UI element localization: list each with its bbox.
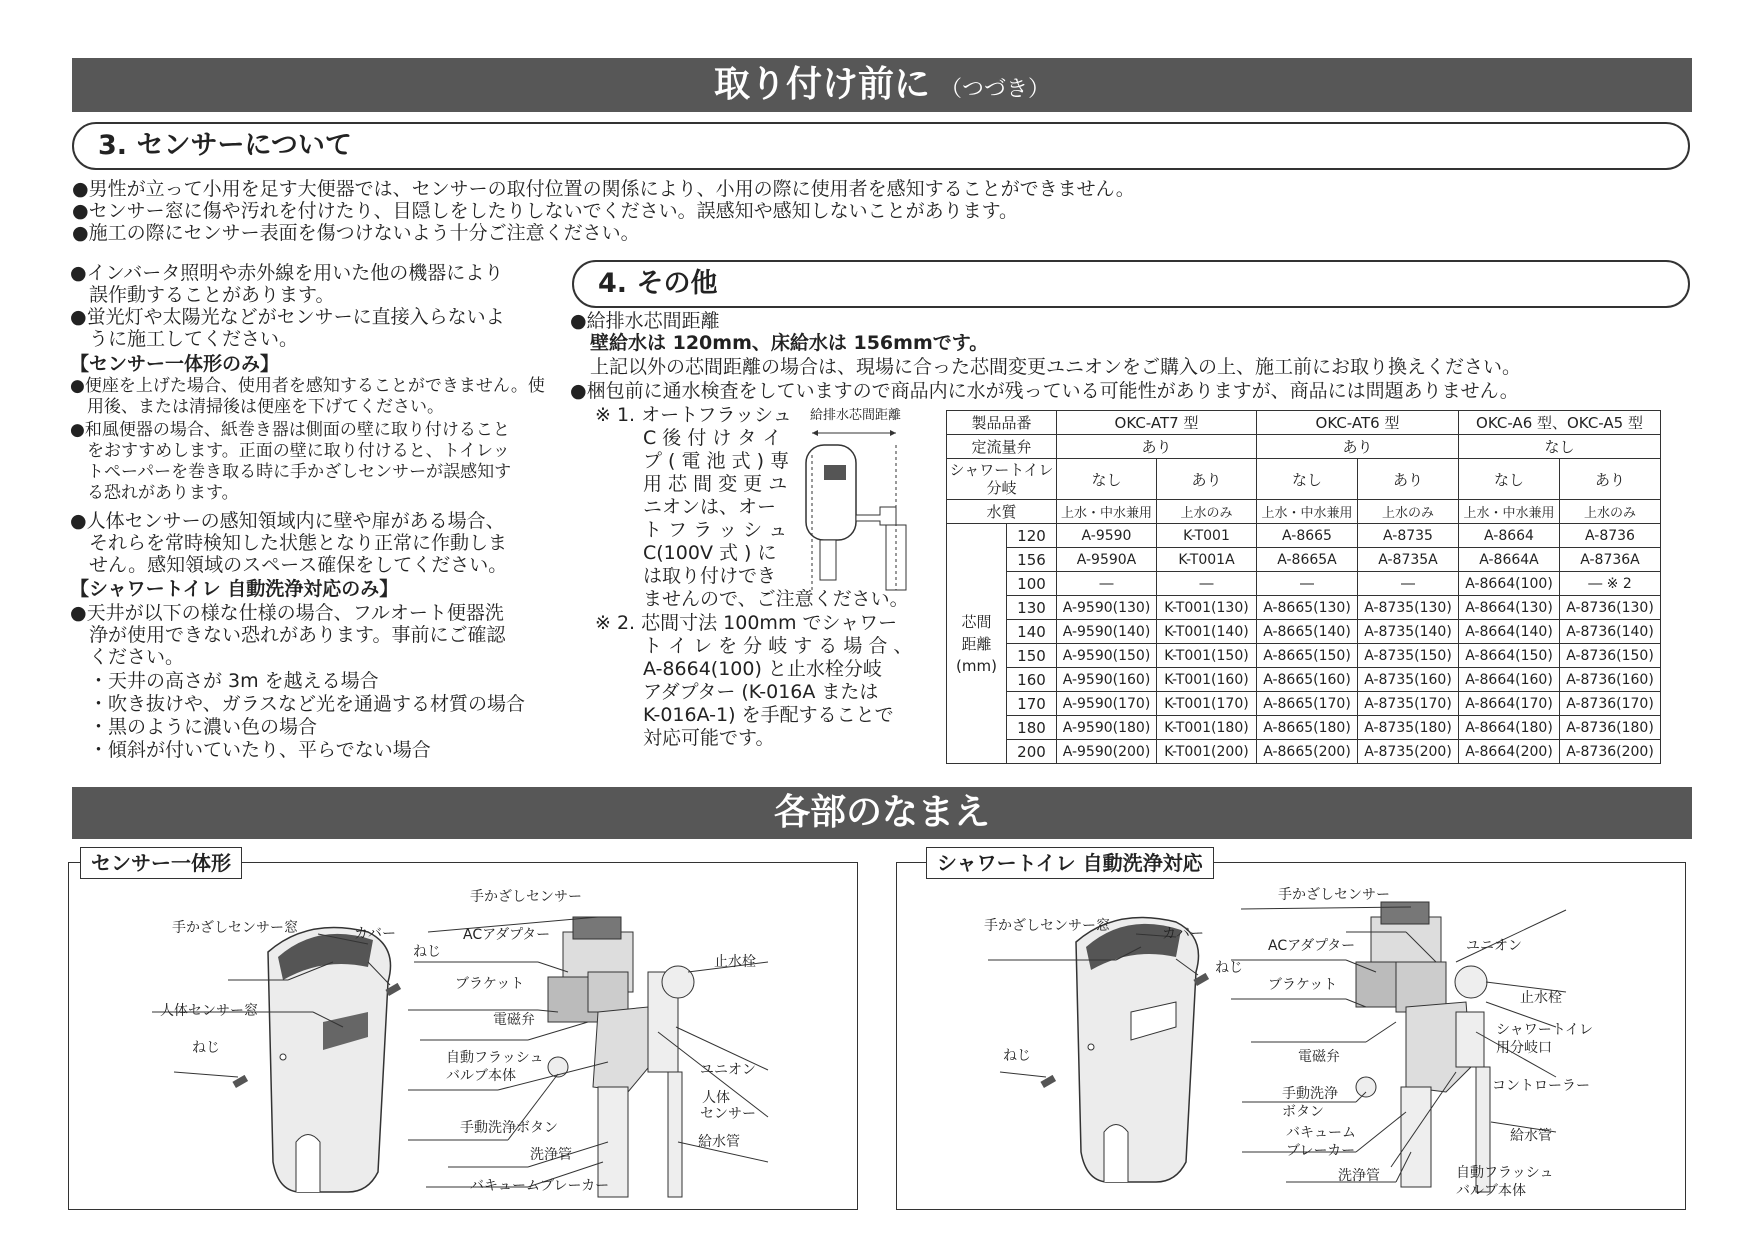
table-cell: A-8735A xyxy=(1358,548,1459,572)
section3-title: 3. センサーについて xyxy=(98,130,352,161)
note-line: ませんので、ご注意ください。 xyxy=(643,588,909,610)
left-line: ●インバータ照明や赤外線を用いた他の機器により xyxy=(70,262,504,284)
label-vacuum-breaker: バキューム xyxy=(1286,1125,1356,1141)
table-cell: 上水・中水兼用 xyxy=(1459,500,1560,524)
table-cell: A-8664(160) xyxy=(1459,668,1560,692)
note-line: 対応可能です。 xyxy=(643,727,775,749)
table-cell: ― ※ 2 xyxy=(1560,572,1661,596)
table-cell: ― xyxy=(1157,572,1257,596)
table-cell: A-8735 xyxy=(1358,524,1459,548)
table-cell: ― xyxy=(1358,572,1459,596)
left-line: せん。感知領域のスペース確保をしてください。 xyxy=(70,554,508,576)
table-cell: あり xyxy=(1057,435,1257,459)
label-manual-button: 手動洗浄ボタン xyxy=(460,1120,558,1136)
left-line: ・吹き抜けや、ガラスなど光を通過する材質の場合 xyxy=(70,693,526,715)
panel-left-title: センサー一体形 xyxy=(80,847,242,879)
label-stop-valve: 止水栓 xyxy=(1520,990,1562,1006)
label-union: ユニオン xyxy=(700,1062,756,1078)
table-cell: A-8664 xyxy=(1459,524,1560,548)
label-flush-pipe: 洗浄管 xyxy=(1338,1168,1380,1184)
label-flush-valve: 自動フラッシュ xyxy=(1456,1165,1554,1181)
label-human-sensor: 人体 xyxy=(702,1090,730,1106)
page-title-suffix: （つづき） xyxy=(940,77,1051,102)
note-line: ト フ ラ ッ シ ュ xyxy=(643,519,788,541)
label-sensor-window: 手かざしセンサー窓 xyxy=(172,920,298,936)
label-controller: コントローラー xyxy=(1492,1078,1590,1094)
label-ac-adapter: ACアダプター xyxy=(1268,938,1356,954)
table-cell: A-9590(200) xyxy=(1057,740,1157,764)
branch-label-2: 分岐 xyxy=(986,479,1017,497)
section4-line: ●給排水芯間距離 xyxy=(570,310,720,332)
distance-value: 120 xyxy=(1007,524,1057,548)
distance-header-label: 距離 xyxy=(961,634,992,653)
label-flush-pipe: 洗浄管 xyxy=(530,1147,572,1163)
table-header: 定流量弁 xyxy=(947,435,1057,459)
table-cell: K-T001 xyxy=(1157,524,1257,548)
label-solenoid-valve: 電磁弁 xyxy=(1298,1049,1340,1065)
table-cell: A-8665(130) xyxy=(1257,596,1358,620)
table-cell: A-8664(100) xyxy=(1459,572,1560,596)
diagram-label: 給排水芯間距離 xyxy=(810,408,902,423)
label-supply-pipe: 給水管 xyxy=(1510,1128,1552,1144)
section4-line: ●梱包前に通水検査をしていますので商品内に水が残っている可能性がありますが、商品には問題ありません。 xyxy=(570,380,1519,402)
table-cell: A-8665(200) xyxy=(1257,740,1358,764)
table-cell: なし xyxy=(1057,459,1157,500)
table-cell: A-9590(140) xyxy=(1057,620,1157,644)
table-header: OKC-A6 型、OKC-A5 型 xyxy=(1459,411,1661,435)
label-hand-sensor: 手かざしセンサー xyxy=(1278,887,1390,903)
table-cell: K-T001(170) xyxy=(1157,692,1257,716)
table-row xyxy=(947,644,1661,668)
label-solenoid-valve: 電磁弁 xyxy=(493,1012,535,1028)
distance-value: 100 xyxy=(1007,572,1057,596)
note-line: C(100V 式 ) に xyxy=(643,542,777,564)
distance-value: 150 xyxy=(1007,644,1057,668)
table-row xyxy=(947,524,1661,548)
left-subheading: 【シャワートイレ 自動洗浄対応のみ】 xyxy=(70,578,399,600)
table-body xyxy=(947,524,1661,764)
label-screw: ねじ xyxy=(413,944,441,960)
note-line: K-016A-1) を手配することで xyxy=(643,704,894,726)
table-row xyxy=(947,692,1661,716)
panel-right-title: シャワートイレ 自動洗浄対応 xyxy=(926,847,1214,879)
section4-header xyxy=(572,260,1690,308)
page-title-banner xyxy=(72,58,1692,112)
table-cell: A-8664A xyxy=(1459,548,1560,572)
table-cell: A-9590(170) xyxy=(1057,692,1157,716)
parts-title-banner xyxy=(72,787,1692,839)
distance-value: 156 xyxy=(1007,548,1057,572)
table-cell: K-T001A xyxy=(1157,548,1257,572)
note-line: ※ 2. 芯間寸法 100mm でシャワー xyxy=(595,612,898,634)
table-cell: なし xyxy=(1459,459,1560,500)
parts-title: 各部のなまえ xyxy=(773,792,990,833)
label-cover: カバー xyxy=(354,926,396,942)
table-cell: A-8736(160) xyxy=(1560,668,1661,692)
left-line: ●便座を上げた場合、使用者を感知することができません。使 xyxy=(70,376,545,396)
left-line: ●人体センサーの感知領域内に壁や扉がある場合、 xyxy=(70,510,505,532)
table-cell: 上水のみ xyxy=(1157,500,1257,524)
table-cell: A-8735(150) xyxy=(1358,644,1459,668)
label-bracket: ブラケット xyxy=(455,976,525,992)
label-hand-sensor: 手かざしセンサー xyxy=(470,889,582,905)
table-header xyxy=(947,459,1057,500)
label-flush-valve: 自動フラッシュ xyxy=(446,1050,544,1066)
table-cell: A-8665 xyxy=(1257,524,1358,548)
section4-line: 壁給水は 120mm、床給水は 156mmです。 xyxy=(590,332,989,354)
table-cell: ― xyxy=(1257,572,1358,596)
table-row xyxy=(947,620,1661,644)
table-cell: K-T001(150) xyxy=(1157,644,1257,668)
label-branch: 用分岐口 xyxy=(1496,1040,1552,1056)
table-cell: A-8735(140) xyxy=(1358,620,1459,644)
label-manual-button: 手動洗浄 xyxy=(1282,1086,1338,1102)
note-line: C 後 付 け タ イ xyxy=(643,427,782,449)
distance-value: 170 xyxy=(1007,692,1057,716)
left-line: る恐れがあります。 xyxy=(70,483,239,503)
table-row xyxy=(947,716,1661,740)
panel-left-illustration xyxy=(68,862,856,1208)
table-cell: A-8664(200) xyxy=(1459,740,1560,764)
label-vacuum-breaker: ブレーカー xyxy=(1286,1143,1356,1159)
distance-value: 140 xyxy=(1007,620,1057,644)
table-cell: 上水のみ xyxy=(1560,500,1661,524)
table-cell: K-T001(130) xyxy=(1157,596,1257,620)
table-cell: A-8735(130) xyxy=(1358,596,1459,620)
table-row xyxy=(947,572,1661,596)
note-line: は取り付けでき xyxy=(643,565,777,587)
left-line: 浄が使用できない恐れがあります。事前にご確認 xyxy=(70,624,506,646)
table-cell: A-8736(130) xyxy=(1560,596,1661,620)
label-human-sensor: センサー xyxy=(700,1106,756,1122)
label-screw: ねじ xyxy=(192,1040,220,1056)
table-cell: A-8664(170) xyxy=(1459,692,1560,716)
table-cell: なし xyxy=(1459,435,1661,459)
table-cell: A-8736A xyxy=(1560,548,1661,572)
note-line: ニオンは、オー xyxy=(643,496,777,518)
distance-value: 160 xyxy=(1007,668,1057,692)
label-screw: ねじ xyxy=(1003,1048,1031,1064)
table-cell: A-9590(180) xyxy=(1057,716,1157,740)
table-cell: A-8736(200) xyxy=(1560,740,1661,764)
page-title: 取り付け前に xyxy=(713,64,930,105)
table-row xyxy=(947,596,1661,620)
left-line: うに施工してください。 xyxy=(70,328,299,350)
left-line: ・天井の高さが 3m を越える場合 xyxy=(70,670,379,692)
distance-header xyxy=(947,524,1007,764)
note-line: アダプター (K-016A または xyxy=(643,681,879,703)
label-branch: シャワートイレ xyxy=(1496,1022,1594,1038)
table-cell: A-8665(150) xyxy=(1257,644,1358,668)
left-line: ください。 xyxy=(70,646,185,668)
table-cell: A-8664(150) xyxy=(1459,644,1560,668)
note-line: ※ 1. オートフラッシュ xyxy=(595,404,792,426)
table-cell: A-8736 xyxy=(1560,524,1661,548)
distance-header-label: 芯間 xyxy=(961,612,992,631)
label-screw: ねじ xyxy=(1215,960,1243,976)
table-cell: A-8664(130) xyxy=(1459,596,1560,620)
section3-header xyxy=(72,122,1690,170)
spec-table xyxy=(946,410,1661,764)
left-line: ●和風便器の場合、紙巻き器は側面の壁に取り付けること xyxy=(70,420,510,440)
table-cell: A-9590(160) xyxy=(1057,668,1157,692)
label-flush-valve: バルブ本体 xyxy=(1456,1183,1526,1199)
distance-value: 180 xyxy=(1007,716,1057,740)
table-cell: A-8665(180) xyxy=(1257,716,1358,740)
table-cell: A-8736(180) xyxy=(1560,716,1661,740)
table-cell: A-8664(180) xyxy=(1459,716,1560,740)
table-cell: A-8664(140) xyxy=(1459,620,1560,644)
table-cell: A-8735(160) xyxy=(1358,668,1459,692)
section3-bullet: ●センサー窓に傷や汚れを付けたり、目隠しをしたりしないでください。誤感知や感知しないことがあります。 xyxy=(72,200,1019,222)
left-line: ・黒のように濃い色の場合 xyxy=(70,716,318,738)
label-vacuum-breaker: バキュームブレーカー xyxy=(470,1178,610,1194)
table-cell: あり xyxy=(1358,459,1459,500)
table-cell: A-8665(140) xyxy=(1257,620,1358,644)
left-line: 誤作動することがあります。 xyxy=(70,284,335,306)
table-row xyxy=(947,548,1661,572)
table-cell: A-9590A xyxy=(1057,548,1157,572)
distance-header-label: (mm) xyxy=(956,656,997,675)
label-body-sensor-window: 人体センサー窓 xyxy=(160,1003,258,1019)
table-cell: A-8665(170) xyxy=(1257,692,1358,716)
table-cell: あり xyxy=(1157,459,1257,500)
note-line: 用 芯 間 変 更 ユ xyxy=(643,473,788,495)
table-cell: A-8736(150) xyxy=(1560,644,1661,668)
table-cell: K-T001(140) xyxy=(1157,620,1257,644)
table-cell: A-8736(170) xyxy=(1560,692,1661,716)
table-cell: A-9590(130) xyxy=(1057,596,1157,620)
distance-value: 130 xyxy=(1007,596,1057,620)
table-cell: 上水・中水兼用 xyxy=(1057,500,1157,524)
table-header: 水質 xyxy=(947,500,1057,524)
table-row xyxy=(947,740,1661,764)
left-line: をおすすめします。正面の壁に取り付けると、トイレッ xyxy=(70,441,510,461)
table-cell: ― xyxy=(1057,572,1157,596)
table-cell: なし xyxy=(1257,459,1358,500)
note-line: ト イ レ を 分 岐 す る 場 合 、 xyxy=(643,635,913,657)
section4-title: 4. その他 xyxy=(598,268,718,299)
table-cell: K-T001(160) xyxy=(1157,668,1257,692)
table-header: OKC-AT6 型 xyxy=(1257,411,1459,435)
section3-bullet: ●男性が立って小用を足す大便器では、センサーの取付位置の関係により、小用の際に使用者を感知することができません。 xyxy=(72,178,1135,200)
left-line: ●天井が以下の様な仕様の場合、フルオート便器洗 xyxy=(70,602,504,624)
branch-label-1: シャワートイレ xyxy=(949,461,1054,479)
table-cell: K-T001(180) xyxy=(1157,716,1257,740)
table-cell: A-8665A xyxy=(1257,548,1358,572)
label-stop-valve: 止水栓 xyxy=(714,954,756,970)
label-flush-valve: バルブ本体 xyxy=(446,1068,516,1084)
table-header: OKC-AT7 型 xyxy=(1057,411,1257,435)
union-diagram xyxy=(800,425,920,595)
table-cell: あり xyxy=(1257,435,1459,459)
label-sensor-window: 手かざしセンサー窓 xyxy=(984,918,1110,934)
left-line: ●蛍光灯や太陽光などがセンサーに直接入らないよ xyxy=(70,306,505,328)
left-line: トペーパーを巻き取る時に手かざしセンサーが誤感知す xyxy=(70,462,512,482)
distance-value: 200 xyxy=(1007,740,1057,764)
label-cover: カバー xyxy=(1162,926,1204,942)
table-cell: 上水・中水兼用 xyxy=(1257,500,1358,524)
section4-line: 上記以外の芯間距離の場合は、現場に合った芯間変更ユニオンをご購入の上、施工前にお取り換えください。 xyxy=(590,356,1522,378)
table-cell: あり xyxy=(1560,459,1661,500)
label-supply-pipe: 給水管 xyxy=(698,1134,740,1150)
table-cell: A-9590(150) xyxy=(1057,644,1157,668)
table-cell: A-8735(180) xyxy=(1358,716,1459,740)
table-row xyxy=(947,668,1661,692)
label-ac-adapter: ACアダプター xyxy=(463,927,551,943)
note-line: プ ( 電 池 式 ) 専 xyxy=(643,450,790,472)
left-line: ・傾斜が付いていたり、平らでない場合 xyxy=(70,739,431,761)
note-line: A-8664(100) と止水栓分岐 xyxy=(643,658,882,680)
left-line: それらを常時検知した状態となり正常に作動しま xyxy=(70,532,508,554)
table-cell: A-9590 xyxy=(1057,524,1157,548)
table-cell: A-8735(200) xyxy=(1358,740,1459,764)
table-cell: 上水のみ xyxy=(1358,500,1459,524)
left-subheading: 【センサー一体形のみ】 xyxy=(70,353,280,375)
label-union: ユニオン xyxy=(1466,938,1522,954)
section3-bullet: ●施工の際にセンサー表面を傷つけないよう十分ご注意ください。 xyxy=(72,222,640,244)
label-bracket: ブラケット xyxy=(1268,977,1338,993)
label-manual-button: ボタン xyxy=(1282,1104,1324,1120)
table-cell: A-8736(140) xyxy=(1560,620,1661,644)
table-cell: A-8735(170) xyxy=(1358,692,1459,716)
left-line: 用後、または清掃後は便座を下げてください。 xyxy=(70,397,444,417)
table-cell: K-T001(200) xyxy=(1157,740,1257,764)
table-cell: A-8665(160) xyxy=(1257,668,1358,692)
table-header: 製品品番 xyxy=(947,411,1057,435)
